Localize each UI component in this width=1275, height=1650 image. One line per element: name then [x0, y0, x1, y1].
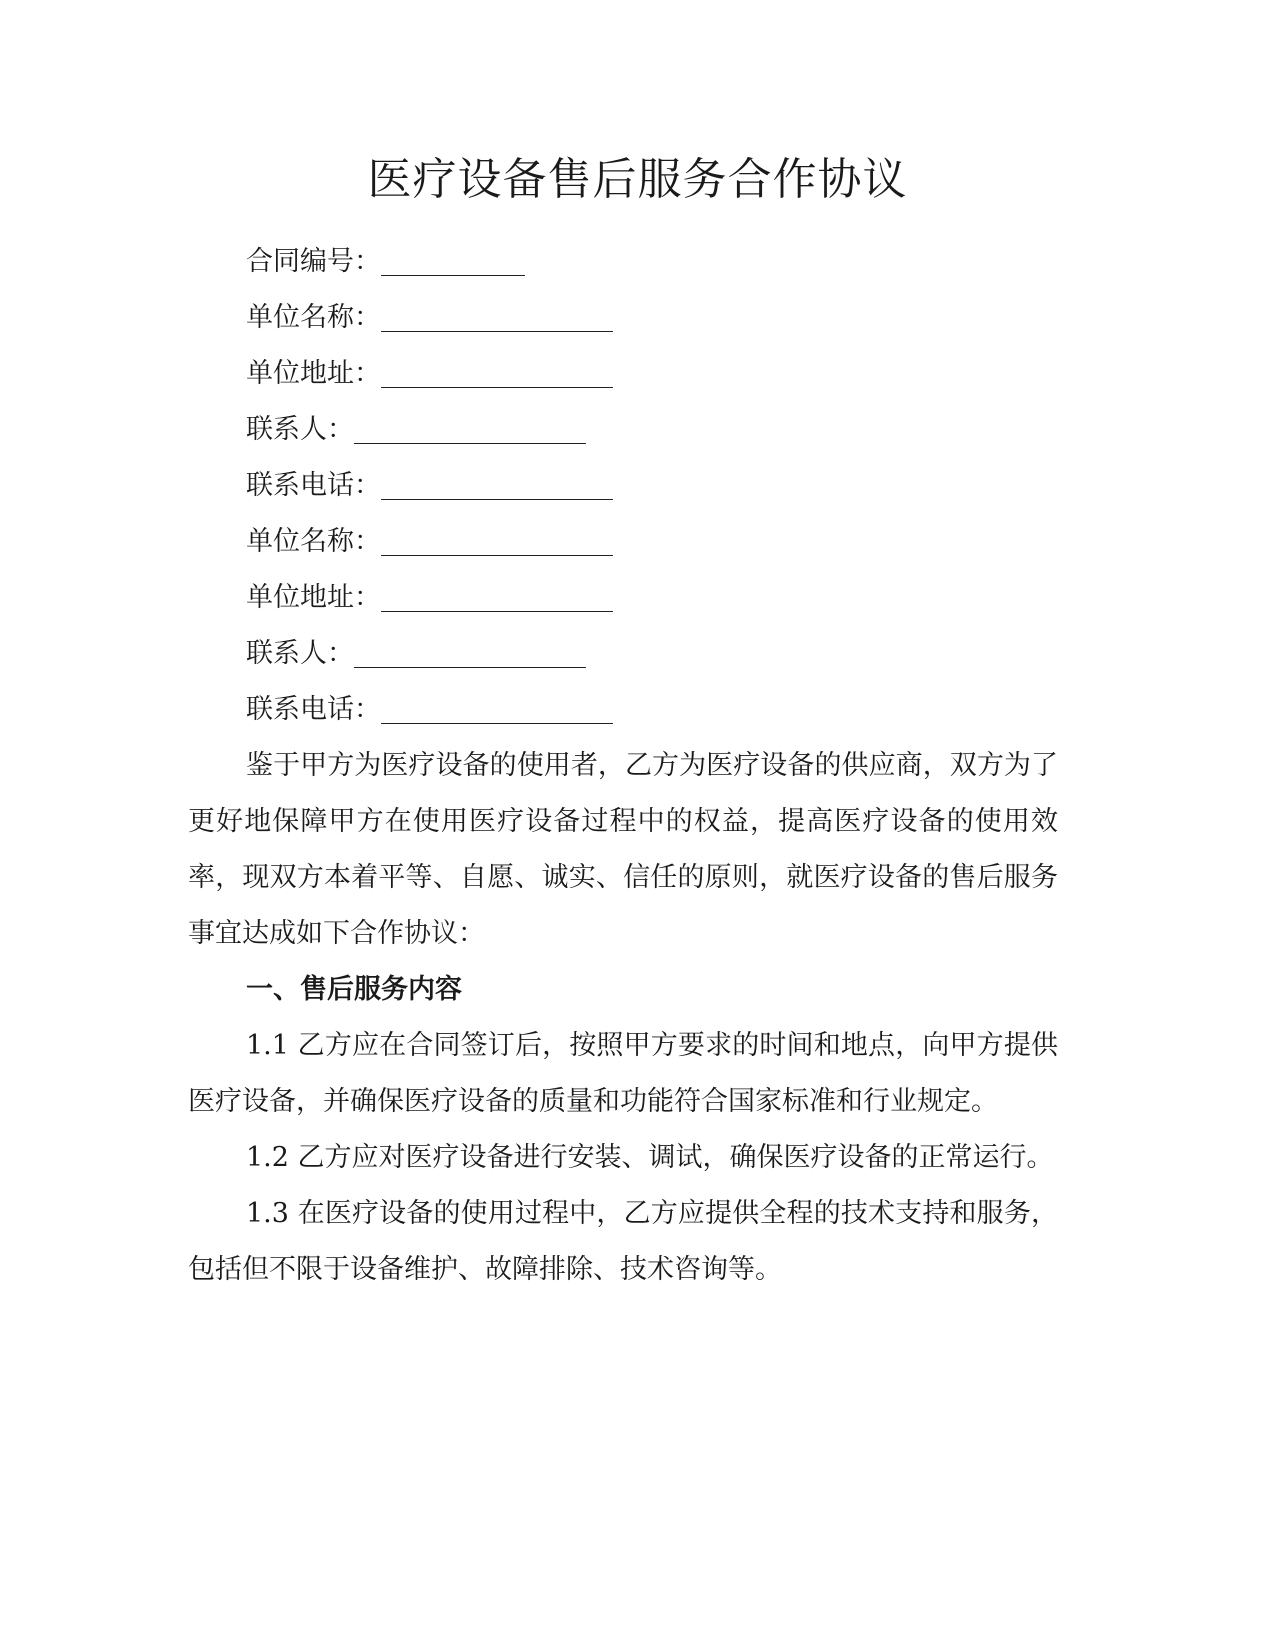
field-label: 单位名称：	[246, 525, 381, 557]
field-party-b-address	[246, 566, 1046, 622]
fill-in-blank[interactable]	[381, 535, 613, 556]
fill-in-blank[interactable]	[381, 367, 613, 388]
field-party-a-name	[246, 286, 1046, 342]
field-party-a-address	[246, 342, 1046, 398]
field-party-b-contact	[246, 622, 1046, 678]
contract-fields	[246, 230, 1046, 734]
document-title: 医疗设备售后服务合作协议	[367, 154, 908, 205]
clause-1-3: 1.3 在医疗设备的使用过程中，乙方应提供全程的技术支持和服务，包括但不限于设备维护、故障排除、技术咨询等。	[188, 1198, 1058, 1285]
fill-in-blank[interactable]	[381, 255, 525, 276]
section-heading: 一、售后服务内容	[246, 974, 462, 1005]
fill-in-blank[interactable]	[381, 591, 613, 612]
field-label: 合同编号：	[246, 245, 381, 277]
field-party-a-contact	[246, 398, 1046, 454]
field-party-b-phone	[246, 678, 1046, 734]
fill-in-blank[interactable]	[354, 647, 586, 668]
clause-1-1: 1.1 乙方应在合同签订后，按照甲方要求的时间和地点，向甲方提供医疗设备，并确保医疗设备的质量和功能符合国家标准和行业规定。	[188, 1030, 1058, 1117]
fill-in-blank[interactable]	[381, 311, 613, 332]
clause-1-2: 1.2 乙方应对医疗设备进行安装、调试，确保医疗设备的正常运行。	[246, 1142, 1054, 1173]
field-label: 联系电话：	[246, 469, 381, 501]
field-contract-number	[246, 230, 1046, 286]
field-label: 联系人：	[246, 637, 354, 669]
field-party-b-name	[246, 510, 1046, 566]
field-label: 联系人：	[246, 413, 354, 445]
field-label: 单位地址：	[246, 357, 381, 389]
field-party-a-phone	[246, 454, 1046, 510]
preamble-paragraph: 鉴于甲方为医疗设备的使用者，乙方为医疗设备的供应商，双方为了更好地保障甲方在使用医疗设备过程中的权益，提高医疗设备的使用效率，现双方本着平等、自愿、诚实、信任的原则，就医疗设备的售后服务事宜达成如下合作协议：	[188, 750, 1058, 949]
field-label: 联系电话：	[246, 693, 381, 725]
fill-in-blank[interactable]	[354, 423, 586, 444]
field-label: 单位地址：	[246, 581, 381, 613]
fill-in-blank[interactable]	[381, 703, 613, 724]
agreement-body	[188, 738, 1058, 1298]
field-label: 单位名称：	[246, 301, 381, 333]
fill-in-blank[interactable]	[381, 479, 613, 500]
